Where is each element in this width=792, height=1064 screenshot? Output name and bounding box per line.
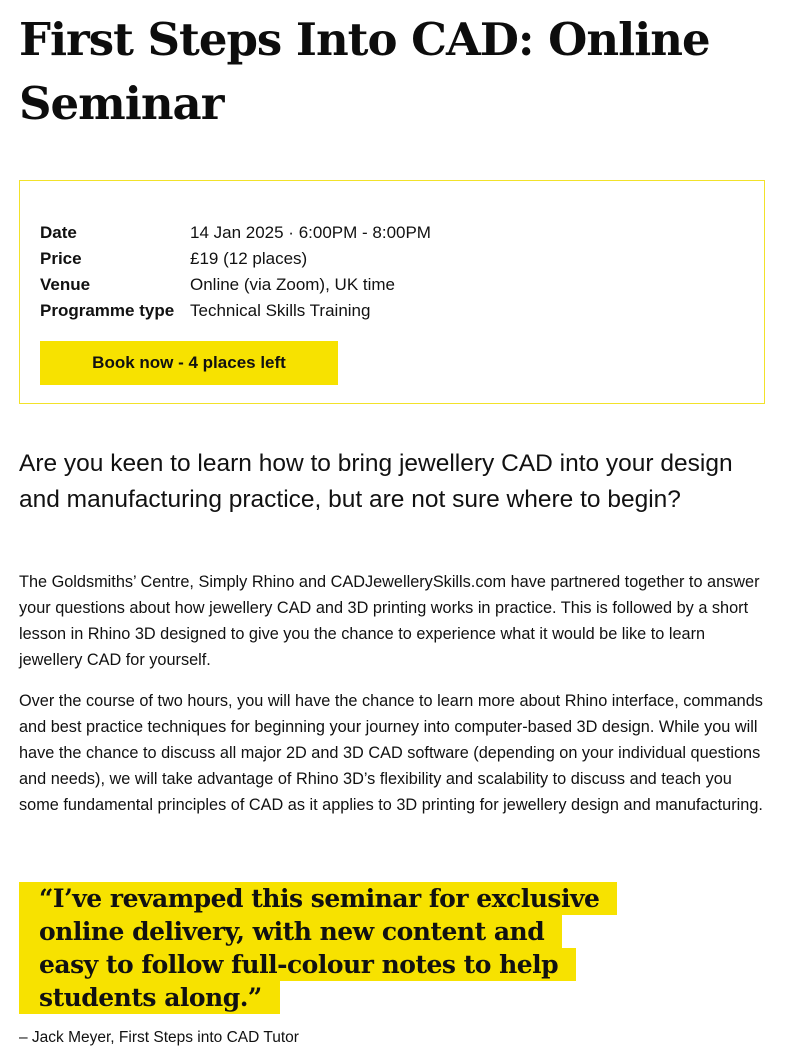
venue-label: Venue [40,275,91,294]
intro-heading: Are you keen to learn how to bring jewellery CAD into your design and manufacturing practice, but are not sure where to begin? [19,450,733,513]
event-detail-row-date [40,220,431,246]
book-now-button[interactable]: Book now - 4 places left [40,341,338,385]
venue-value: Online (via Zoom), UK time [190,275,395,294]
description-paragraph: The Goldsmiths’ Centre, Simply Rhino and CADJewellerySkills.com have partnered together to answer your questions about how jewellery CAD and 3D printing works in practice. This is followed by a short lesson in Rhino 3D designed to give you the chance to experience what it would be like to learn jewellery CAD for yourself. [19,573,760,669]
price-value: £19 (12 places) [190,249,308,268]
event-detail-row-venue [40,272,431,298]
quote-attribution: – Jack Meyer, First Steps into CAD Tutor [19,1029,299,1046]
price-label: Price [40,249,82,268]
date-value: 14 Jan 2025 · 6:00PM - 8:00PM [190,223,431,242]
quote-line: online delivery, with new content and [19,915,562,948]
event-details-table [40,220,431,324]
programme-type-label: Programme type [40,301,175,320]
description-paragraph: Over the course of two hours, you will have the chance to learn more about Rhino interface, commands and best practice techniques for beginning your journey into computer-based 3D design. While you will have the chance to discuss all major 2D and 3D CAD software (depending on your individual questions and needs), we will take advantage of Rhino 3D’s flexibility and scalability to discuss and teach you some fundamental principles of CAD as it applies to 3D printing for jewellery design and manufacturing. [19,692,763,814]
quote-line: easy to follow full-colour notes to help [19,948,576,981]
event-detail-row-programme-type [40,298,431,324]
tutor-quote [19,882,599,1014]
event-details-box [19,180,765,404]
quote-line: students along.” [19,981,280,1014]
date-label: Date [40,223,77,242]
page-title: First Steps Into CAD: Online Seminar [19,13,710,130]
programme-type-value: Technical Skills Training [190,301,371,320]
event-detail-row-price [40,246,431,272]
quote-line: “I’ve revamped this seminar for exclusive [19,882,617,915]
